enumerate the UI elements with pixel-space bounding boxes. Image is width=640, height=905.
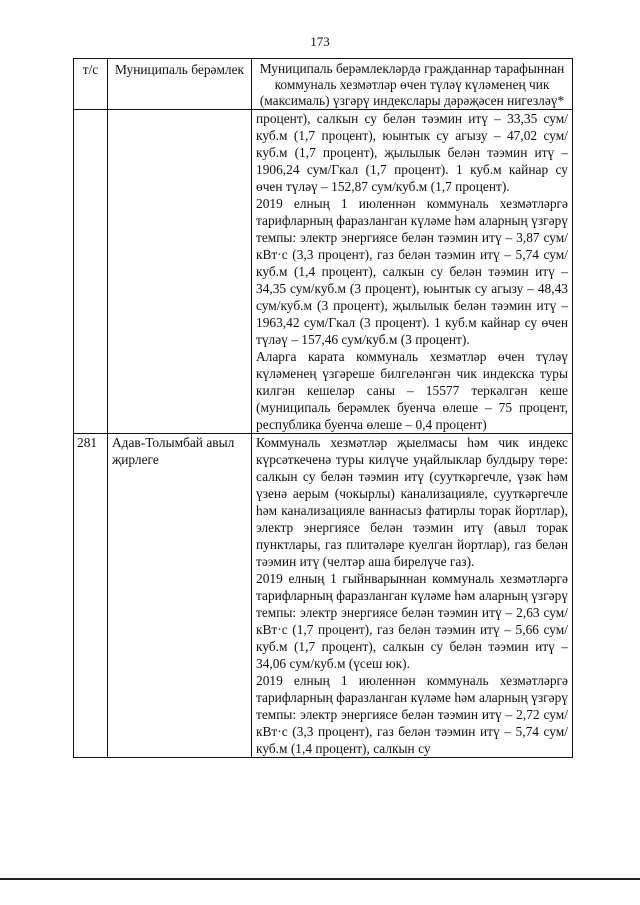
row-number-cell: 281 (74, 434, 108, 758)
paragraph: Коммуналь хезмәтләр җыелмасы һәм чик индекс күрсәткеченә туры килүче уңайлыклар булдыру төре: салкын су белән тәэмин итү (сууткәргечле, үзәк һәм үзенә аерым (чокырлы) канализацияле, сууткәргечле һәм канализацияле ваннасыз фатирлы торак йортлар), электр энергиясе белән тәэмин итү (авыл торак пунктлары, газ плитәләре куелган йортлар), газ белән тәэмин итү (челтәр аша бирелүче газ). (256, 435, 568, 569)
paragraph: 2019 елның 1 июленнән коммуналь хезмәтләргә тарифларның фаразланган күләме һәм аларның үзгәрү темпы: электр энергиясе белән тәэмин итү – 2,72 сум/кВт·с (3,3 процент), газ белән тәэмин итү – 5,74 сум/куб.м (1,4 процент), салкын су (256, 673, 568, 756)
header-municipality: Муниципаль берәмлек (108, 59, 252, 110)
page-number: 173 (310, 34, 330, 49)
table-row (74, 110, 573, 434)
header-number: т/с (74, 59, 108, 110)
justification-cell (252, 110, 573, 434)
table-row (74, 434, 573, 758)
paragraph: процент), салкын су белән тәэмин итү – 33,35 сум/куб.м (1,7 процент), юынтык су агызу – 47,02 сум/куб.м (1,7 процент), җылылык белән тәэмин итү – 1906,24 сум/Гкал (1,7 процент). 1 куб.м кайнар су өчен түләү – 152,87 сум/куб.м (1,7 процент). (256, 111, 568, 194)
row-number-cell (74, 110, 108, 434)
paragraph: 2019 елның 1 июленнән коммуналь хезмәтләргә тарифларның фаразланган күләме һәм аларның үзгәрү темпы: электр энергиясе белән тәэмин итү – 3,87 сум/кВт·с (3,3 процент), газ белән тәэмин итү – 5,74 сум/куб.м (1,4 процент), салкын су белән тәэмин итү – 34,35 сум/куб.м (3 процент), юынтык су агызу – 48,43 сум/куб.м (3 процент), җылылык белән тәэмин итү – 1963,42 сум/Гкал (3 процент). 1 куб.м кайнар су өчен түләү – 157,46 сум/куб.м (3 процент). (256, 196, 568, 347)
header-justification: Муниципаль берәмлекләрдә гражданнар тарафыннан коммуналь хезмәтләр өчен түләү күләменең чик (максималь) үзгәрү индекслары дәрәҗәсен нигезләү* (252, 59, 573, 110)
paragraph: Аларга карата коммуналь хезмәтләр өчен түләү күләменең үзгәреше билгеләнгән чик индекска туры килгән кешеләр саны – 15577 теркәлгән кеше (муниципаль берәмлек буенча өлеше – 75 процент, республика буенча өлеше – 0,4 процент) (256, 349, 568, 432)
justification-cell (252, 434, 573, 758)
municipality-cell: Адав-Толымбай авыл җирлеге (108, 434, 252, 758)
municipality-cell (108, 110, 252, 434)
paragraph: 2019 елның 1 гыйнварыннан коммуналь хезмәтләргә тарифларның фаразланган күләме һәм аларның үзгәрү темпы: электр энергиясе белән тәэмин итү – 2,63 сум/кВт·с (1,7 процент), газ белән тәэмин итү – 5,66 сум/куб.м (1,7 процент), салкын су белән тәэмин итү – 34,06 сум/куб.м (үсеш юк). (256, 571, 568, 671)
table-header-row (74, 59, 573, 110)
page-bottom-rule (0, 878, 640, 880)
tariff-table (73, 58, 573, 758)
